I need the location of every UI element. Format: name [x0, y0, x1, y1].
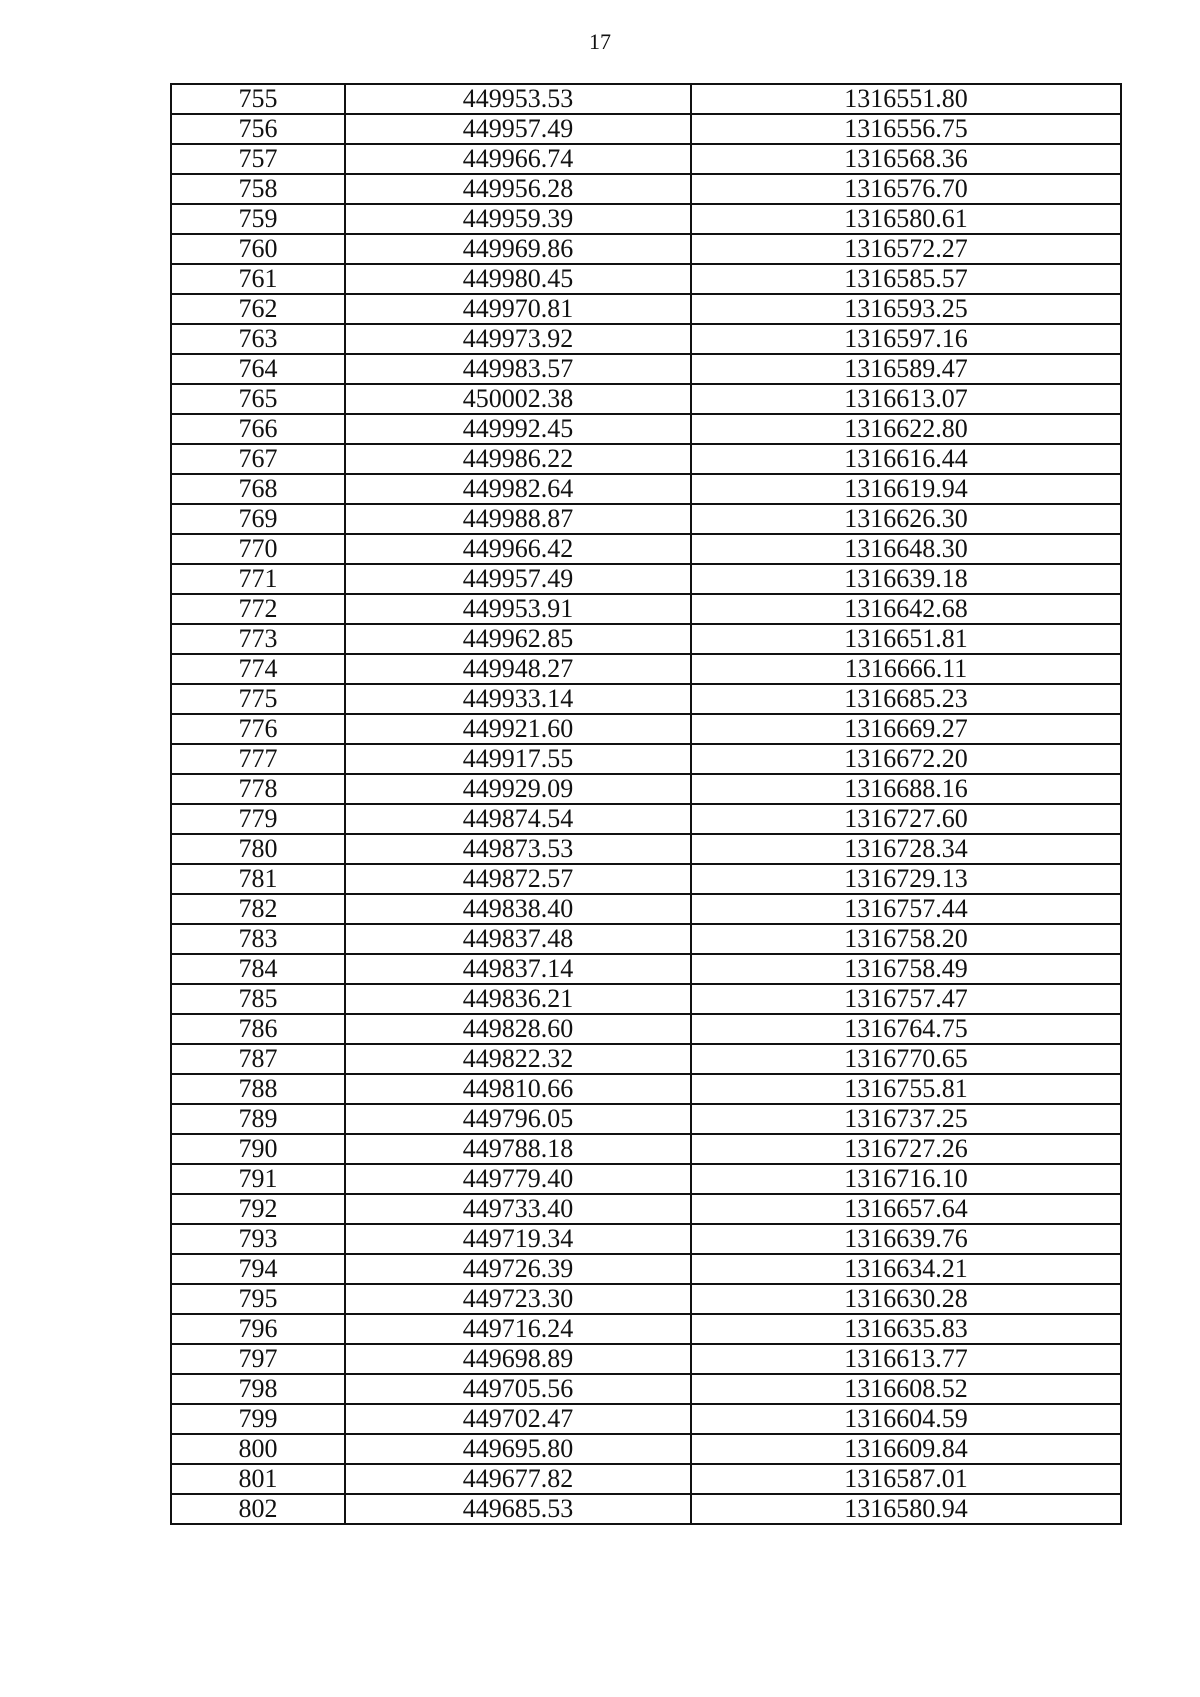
x-coordinate-cell: 449957.49 — [345, 114, 691, 144]
x-coordinate-cell: 449698.89 — [345, 1344, 691, 1374]
y-coordinate-cell: 1316589.47 — [691, 354, 1121, 384]
y-coordinate-cell: 1316622.80 — [691, 414, 1121, 444]
x-coordinate-cell: 449948.27 — [345, 654, 691, 684]
point-number-cell: 761 — [171, 264, 345, 294]
table-row — [171, 354, 1121, 384]
y-coordinate-cell: 1316613.07 — [691, 384, 1121, 414]
table-row — [171, 984, 1121, 1014]
point-number-cell: 770 — [171, 534, 345, 564]
y-coordinate-cell: 1316576.70 — [691, 174, 1121, 204]
y-coordinate-cell: 1316727.26 — [691, 1134, 1121, 1164]
table-row — [171, 264, 1121, 294]
y-coordinate-cell: 1316758.20 — [691, 924, 1121, 954]
point-number-cell: 756 — [171, 114, 345, 144]
point-number-cell: 781 — [171, 864, 345, 894]
y-coordinate-cell: 1316657.64 — [691, 1194, 1121, 1224]
point-number-cell: 766 — [171, 414, 345, 444]
point-number-cell: 758 — [171, 174, 345, 204]
point-number-cell: 776 — [171, 714, 345, 744]
y-coordinate-cell: 1316572.27 — [691, 234, 1121, 264]
table-row — [171, 1014, 1121, 1044]
x-coordinate-cell: 449838.40 — [345, 894, 691, 924]
table-row — [171, 1404, 1121, 1434]
y-coordinate-cell: 1316672.20 — [691, 744, 1121, 774]
table-row — [171, 924, 1121, 954]
point-number-cell: 784 — [171, 954, 345, 984]
y-coordinate-cell: 1316770.65 — [691, 1044, 1121, 1074]
x-coordinate-cell: 449956.28 — [345, 174, 691, 204]
point-number-cell: 783 — [171, 924, 345, 954]
x-coordinate-cell: 449716.24 — [345, 1314, 691, 1344]
x-coordinate-cell: 449953.53 — [345, 84, 691, 114]
y-coordinate-cell: 1316757.44 — [691, 894, 1121, 924]
table-row — [171, 1074, 1121, 1104]
point-number-cell: 798 — [171, 1374, 345, 1404]
x-coordinate-cell: 449788.18 — [345, 1134, 691, 1164]
x-coordinate-cell: 449836.21 — [345, 984, 691, 1014]
y-coordinate-cell: 1316728.34 — [691, 834, 1121, 864]
x-coordinate-cell: 449988.87 — [345, 504, 691, 534]
point-number-cell: 789 — [171, 1104, 345, 1134]
table-row — [171, 1134, 1121, 1164]
y-coordinate-cell: 1316568.36 — [691, 144, 1121, 174]
x-coordinate-cell: 449822.32 — [345, 1044, 691, 1074]
table-row — [171, 1104, 1121, 1134]
point-number-cell: 765 — [171, 384, 345, 414]
table-row — [171, 864, 1121, 894]
point-number-cell: 777 — [171, 744, 345, 774]
y-coordinate-cell: 1316716.10 — [691, 1164, 1121, 1194]
table-row — [171, 654, 1121, 684]
y-coordinate-cell: 1316729.13 — [691, 864, 1121, 894]
table-row — [171, 1344, 1121, 1374]
point-number-cell: 786 — [171, 1014, 345, 1044]
x-coordinate-cell: 449969.86 — [345, 234, 691, 264]
x-coordinate-cell: 449962.85 — [345, 624, 691, 654]
table-row — [171, 594, 1121, 624]
point-number-cell: 795 — [171, 1284, 345, 1314]
coordinates-table-body — [171, 84, 1121, 1524]
page-number: 17 — [589, 29, 611, 54]
point-number-cell: 769 — [171, 504, 345, 534]
x-coordinate-cell: 449810.66 — [345, 1074, 691, 1104]
y-coordinate-cell: 1316635.83 — [691, 1314, 1121, 1344]
table-row — [171, 534, 1121, 564]
point-number-cell: 767 — [171, 444, 345, 474]
x-coordinate-cell: 449873.53 — [345, 834, 691, 864]
y-coordinate-cell: 1316604.59 — [691, 1404, 1121, 1434]
x-coordinate-cell: 449733.40 — [345, 1194, 691, 1224]
y-coordinate-cell: 1316609.84 — [691, 1434, 1121, 1464]
point-number-cell: 791 — [171, 1164, 345, 1194]
y-coordinate-cell: 1316585.57 — [691, 264, 1121, 294]
x-coordinate-cell: 449953.91 — [345, 594, 691, 624]
y-coordinate-cell: 1316634.21 — [691, 1254, 1121, 1284]
point-number-cell: 772 — [171, 594, 345, 624]
point-number-cell: 771 — [171, 564, 345, 594]
table-row — [171, 294, 1121, 324]
x-coordinate-cell: 449929.09 — [345, 774, 691, 804]
x-coordinate-cell: 449983.57 — [345, 354, 691, 384]
table-row — [171, 414, 1121, 444]
table-row — [171, 234, 1121, 264]
table-row — [171, 1464, 1121, 1494]
y-coordinate-cell: 1316593.25 — [691, 294, 1121, 324]
point-number-cell: 782 — [171, 894, 345, 924]
y-coordinate-cell: 1316587.01 — [691, 1464, 1121, 1494]
table-row — [171, 1434, 1121, 1464]
table-row — [171, 84, 1121, 114]
y-coordinate-cell: 1316737.25 — [691, 1104, 1121, 1134]
x-coordinate-cell: 449723.30 — [345, 1284, 691, 1314]
x-coordinate-cell: 449677.82 — [345, 1464, 691, 1494]
table-row — [171, 1374, 1121, 1404]
point-number-cell: 792 — [171, 1194, 345, 1224]
x-coordinate-cell: 449837.14 — [345, 954, 691, 984]
x-coordinate-cell: 449779.40 — [345, 1164, 691, 1194]
point-number-cell: 774 — [171, 654, 345, 684]
table-row — [171, 1254, 1121, 1284]
point-number-cell: 778 — [171, 774, 345, 804]
table-row — [171, 204, 1121, 234]
point-number-cell: 780 — [171, 834, 345, 864]
point-number-cell: 760 — [171, 234, 345, 264]
table-row — [171, 714, 1121, 744]
point-number-cell: 755 — [171, 84, 345, 114]
x-coordinate-cell: 449702.47 — [345, 1404, 691, 1434]
table-row — [171, 1044, 1121, 1074]
y-coordinate-cell: 1316597.16 — [691, 324, 1121, 354]
x-coordinate-cell: 449828.60 — [345, 1014, 691, 1044]
y-coordinate-cell: 1316642.68 — [691, 594, 1121, 624]
y-coordinate-cell: 1316619.94 — [691, 474, 1121, 504]
y-coordinate-cell: 1316580.61 — [691, 204, 1121, 234]
table-row — [171, 1494, 1121, 1524]
y-coordinate-cell: 1316616.44 — [691, 444, 1121, 474]
x-coordinate-cell: 449986.22 — [345, 444, 691, 474]
x-coordinate-cell: 449872.57 — [345, 864, 691, 894]
x-coordinate-cell: 449959.39 — [345, 204, 691, 234]
point-number-cell: 762 — [171, 294, 345, 324]
x-coordinate-cell: 449917.55 — [345, 744, 691, 774]
point-number-cell: 785 — [171, 984, 345, 1014]
x-coordinate-cell: 449685.53 — [345, 1494, 691, 1524]
table-row — [171, 1164, 1121, 1194]
point-number-cell: 801 — [171, 1464, 345, 1494]
table-row — [171, 1314, 1121, 1344]
y-coordinate-cell: 1316764.75 — [691, 1014, 1121, 1044]
point-number-cell: 799 — [171, 1404, 345, 1434]
x-coordinate-cell: 449719.34 — [345, 1224, 691, 1254]
table-row — [171, 144, 1121, 174]
x-coordinate-cell: 449726.39 — [345, 1254, 691, 1284]
y-coordinate-cell: 1316639.76 — [691, 1224, 1121, 1254]
point-number-cell: 796 — [171, 1314, 345, 1344]
table-row — [171, 744, 1121, 774]
y-coordinate-cell: 1316639.18 — [691, 564, 1121, 594]
table-row — [171, 384, 1121, 414]
x-coordinate-cell: 449982.64 — [345, 474, 691, 504]
y-coordinate-cell: 1316666.11 — [691, 654, 1121, 684]
point-number-cell: 797 — [171, 1344, 345, 1374]
y-coordinate-cell: 1316630.28 — [691, 1284, 1121, 1314]
y-coordinate-cell: 1316758.49 — [691, 954, 1121, 984]
point-number-cell: 788 — [171, 1074, 345, 1104]
y-coordinate-cell: 1316755.81 — [691, 1074, 1121, 1104]
table-row — [171, 954, 1121, 984]
table-row — [171, 564, 1121, 594]
x-coordinate-cell: 449874.54 — [345, 804, 691, 834]
y-coordinate-cell: 1316648.30 — [691, 534, 1121, 564]
point-number-cell: 775 — [171, 684, 345, 714]
y-coordinate-cell: 1316727.60 — [691, 804, 1121, 834]
table-row — [171, 1284, 1121, 1314]
point-number-cell: 800 — [171, 1434, 345, 1464]
table-row — [171, 894, 1121, 924]
x-coordinate-cell: 449921.60 — [345, 714, 691, 744]
x-coordinate-cell: 449705.56 — [345, 1374, 691, 1404]
x-coordinate-cell: 449992.45 — [345, 414, 691, 444]
point-number-cell: 793 — [171, 1224, 345, 1254]
point-number-cell: 768 — [171, 474, 345, 504]
x-coordinate-cell: 450002.38 — [345, 384, 691, 414]
x-coordinate-cell: 449966.42 — [345, 534, 691, 564]
y-coordinate-cell: 1316580.94 — [691, 1494, 1121, 1524]
y-coordinate-cell: 1316608.52 — [691, 1374, 1121, 1404]
point-number-cell: 790 — [171, 1134, 345, 1164]
table-row — [171, 684, 1121, 714]
y-coordinate-cell: 1316685.23 — [691, 684, 1121, 714]
y-coordinate-cell: 1316551.80 — [691, 84, 1121, 114]
point-number-cell: 787 — [171, 1044, 345, 1074]
point-number-cell: 759 — [171, 204, 345, 234]
x-coordinate-cell: 449933.14 — [345, 684, 691, 714]
y-coordinate-cell: 1316556.75 — [691, 114, 1121, 144]
x-coordinate-cell: 449695.80 — [345, 1434, 691, 1464]
x-coordinate-cell: 449837.48 — [345, 924, 691, 954]
x-coordinate-cell: 449980.45 — [345, 264, 691, 294]
table-row — [171, 114, 1121, 144]
x-coordinate-cell: 449966.74 — [345, 144, 691, 174]
point-number-cell: 773 — [171, 624, 345, 654]
point-number-cell: 763 — [171, 324, 345, 354]
table-row — [171, 804, 1121, 834]
point-number-cell: 794 — [171, 1254, 345, 1284]
x-coordinate-cell: 449973.92 — [345, 324, 691, 354]
x-coordinate-cell: 449796.05 — [345, 1104, 691, 1134]
point-number-cell: 764 — [171, 354, 345, 384]
table-row — [171, 324, 1121, 354]
table-row — [171, 504, 1121, 534]
x-coordinate-cell: 449970.81 — [345, 294, 691, 324]
point-number-cell: 757 — [171, 144, 345, 174]
table-row — [171, 774, 1121, 804]
table-row — [171, 624, 1121, 654]
coordinates-table — [170, 83, 1122, 1525]
table-row — [171, 474, 1121, 504]
y-coordinate-cell: 1316688.16 — [691, 774, 1121, 804]
table-row — [171, 1224, 1121, 1254]
y-coordinate-cell: 1316613.77 — [691, 1344, 1121, 1374]
point-number-cell: 802 — [171, 1494, 345, 1524]
table-row — [171, 174, 1121, 204]
table-row — [171, 834, 1121, 864]
y-coordinate-cell: 1316757.47 — [691, 984, 1121, 1014]
y-coordinate-cell: 1316669.27 — [691, 714, 1121, 744]
y-coordinate-cell: 1316651.81 — [691, 624, 1121, 654]
table-row — [171, 1194, 1121, 1224]
y-coordinate-cell: 1316626.30 — [691, 504, 1121, 534]
table-row — [171, 444, 1121, 474]
point-number-cell: 779 — [171, 804, 345, 834]
x-coordinate-cell: 449957.49 — [345, 564, 691, 594]
